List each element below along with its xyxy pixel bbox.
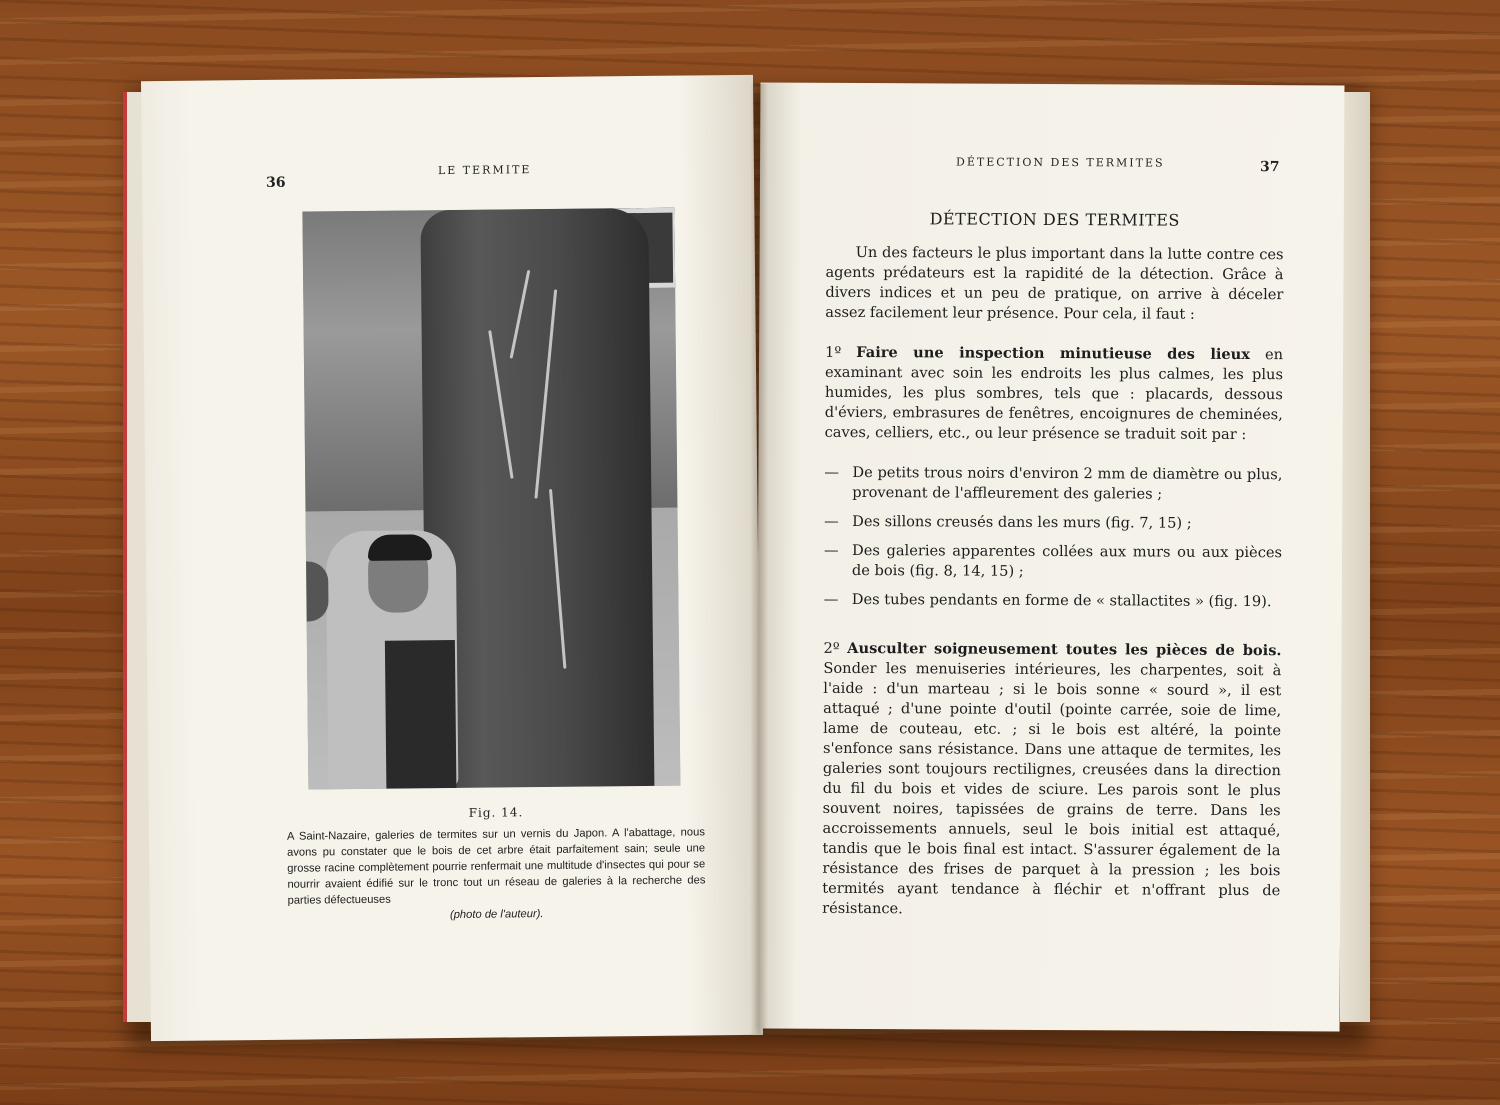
dash-mark: — [824, 512, 839, 530]
step-1-text: en examinant avec soin les endroits les plus calmes, les plus humides, les plus sombres, tels que : placards, dessous d'éviers, embrasures de fenêtres, encoignures de cheminées, caves, celliers, etc., ou leur présence se traduit soit par : [824, 346, 1284, 444]
figure-credit: (photo de l'auteur). [449, 908, 544, 922]
list-item [824, 541, 1282, 583]
dash-mark: — [823, 541, 839, 559]
signs-list [824, 463, 1283, 612]
photo-person-dark-clothing [385, 640, 457, 789]
section-title: DÉTECTION DES TERMITES [929, 209, 1180, 230]
left-page-number: 36 [265, 174, 286, 191]
left-page [141, 75, 763, 1041]
list-item [824, 590, 1282, 612]
photo-person-hair [368, 534, 432, 561]
right-page-number: 37 [1260, 159, 1280, 176]
figure-caption-text: A Saint-Nazaire, galeries de termites sur un vernis du Japon. A l'abattage, nous avons pu constater que le bois de cet arbre était parfaitement sain; seule une grosse racine complètement pourrie renfermait une multitude d'insectes qui pour se nourrir avaient édifié sur le tronc tout un réseau de galeries à la recherche des parties défectueuses [286, 826, 706, 907]
step-2-text: Sonder les menuiseries intérieures, les charpentes, soit à l'aide : d'un marteau ; si le bois sonne « sourd », il est attaqué ; d'une pointe d'outil (pointe carrée, soie de lime, lame de couteau, etc. ; si le bois est altéré, la pointe s'enfonce sans résistance. Dans une attaque de termites, les galeries sont toujours rectilignes, creusées dans la direction du fil du bois et vides de sciure. Les parois sont le plus souvent noires, tapissées de grains de terre. Dans les accroissements annuels, seul le bois initial est attaqué, tandis que le bois final est intact. S'assurer également de la résistance des frises de parquet à la pression ; les bois termités ayant tendance à fléchir et n'offrant plus de résistance. [822, 659, 1282, 918]
step-1-paragraph [825, 343, 1284, 445]
step-1-number: 1º [825, 343, 842, 361]
figure-photo [302, 208, 680, 790]
list-item-text: Des sillons creusés dans les murs (fig. 7, 15) ; [852, 512, 1192, 532]
dash-mark: — [823, 590, 839, 608]
figure-label: Fig. 14. [468, 805, 524, 820]
list-item [824, 463, 1282, 505]
step-2-paragraph [822, 639, 1281, 921]
right-running-head: DÉTECTION DES TERMITES [956, 155, 1165, 170]
right-page-body [822, 209, 1284, 921]
step-2-heading: Ausculter soigneusement toutes les pièces de bois. [847, 639, 1282, 660]
step-2-number: 2º [823, 639, 840, 657]
list-item-text: Des galeries apparentes collées aux murs ou aux pièces de bois (fig. 8, 14, 15) ; [851, 541, 1283, 580]
right-page-edges [1340, 92, 1370, 1022]
figure-caption [287, 824, 706, 924]
right-page [756, 82, 1345, 1031]
left-running-head: LE TERMITE [437, 163, 532, 178]
intro-paragraph: Un des facteurs le plus important dans la lutte contre ces agents prédateurs est la rapidité de la détection. Grâce à divers indices et un peu de pratique, on arrive à déceler assez facilement leur présence. Pour cela, il faut : [825, 243, 1284, 323]
dash-mark: — [824, 463, 840, 481]
list-item-text: Des tubes pendants en forme de « stallactites » (fig. 19). [851, 590, 1272, 611]
book-gutter [750, 84, 768, 1034]
list-item [824, 512, 1282, 534]
list-item-text: De petits trous noirs d'environ 2 mm de diamètre ou plus, provenant de l'affleurement des galeries ; [852, 463, 1283, 503]
step-1-heading: Faire une inspection minutieuse des lieux [856, 343, 1251, 364]
